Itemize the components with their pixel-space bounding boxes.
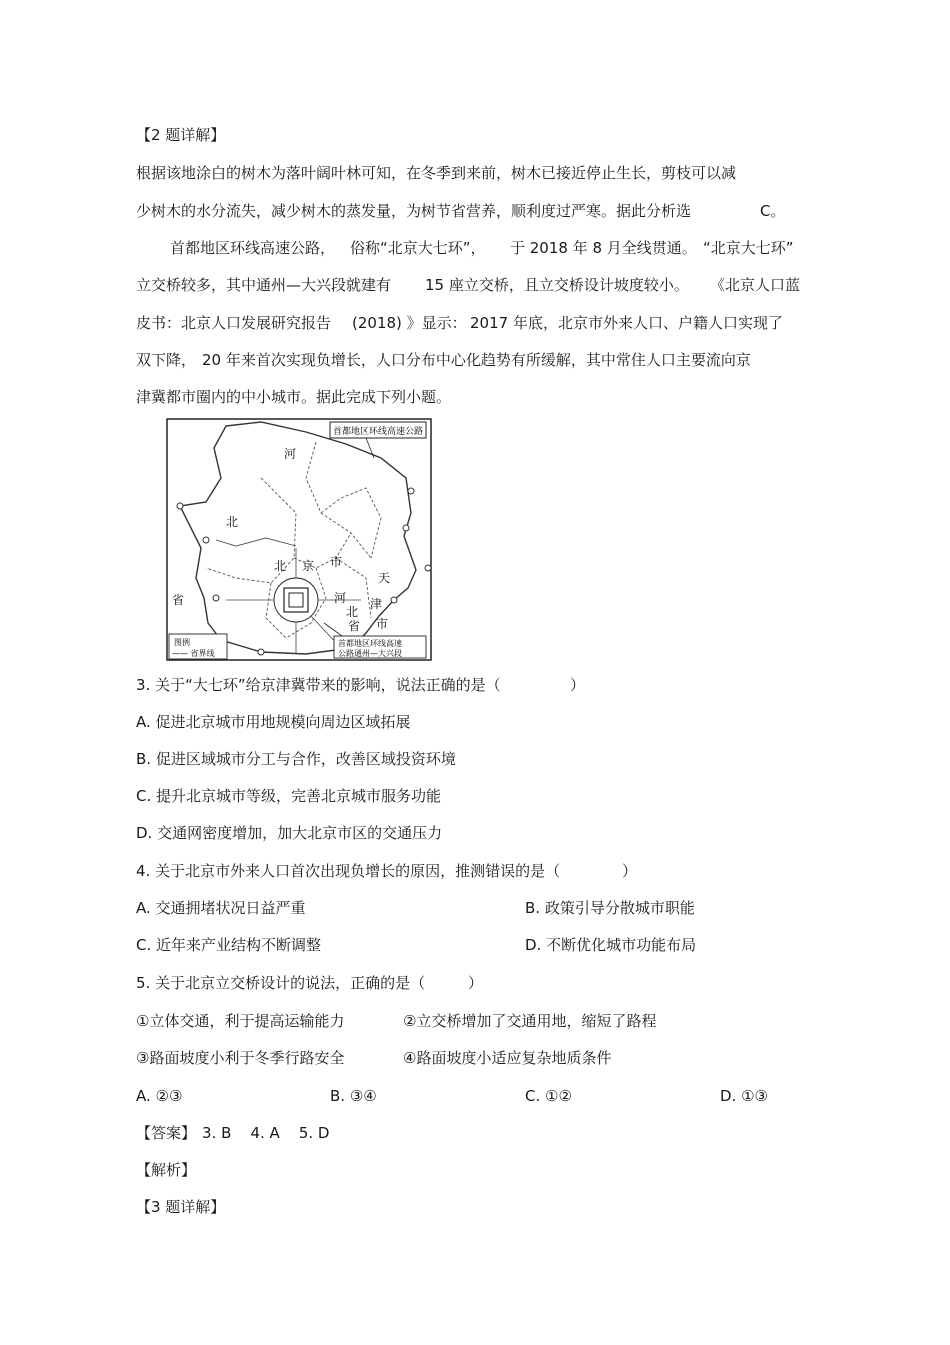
section2-line2: 少树木的水分流失，减少树木的蒸发量，为树节省营养，顺利度过严寒。据此分析选 bbox=[136, 202, 692, 220]
q4-stem: 4. 关于北京市外来人口首次出现负增长的原因，推测错误的是（ bbox=[136, 862, 561, 880]
q5-option-d: D. ①③ bbox=[720, 1087, 768, 1105]
q3-option-c: C. 提升北京城市等级，完善北京城市服务功能 bbox=[136, 787, 442, 805]
q5-stem: 5. 关于北京立交桥设计的说法，正确的是（ bbox=[136, 974, 426, 992]
q5-statement-3: ③路面坡度小利于冬季行路安全 bbox=[136, 1049, 345, 1067]
map-label-beijing-shi: 市 bbox=[330, 555, 343, 569]
passage-l1a: 首都地区环线高速公路， bbox=[170, 239, 336, 257]
passage-l1c: 于 2018 年 8 月全线贯通。 bbox=[510, 239, 697, 257]
map-label-beijing-jing: 京 bbox=[302, 559, 315, 573]
passage-l2c: 《北京人口蓝 bbox=[710, 276, 801, 294]
passage-l4b: 20 年来首次实现负增长，人口分布中心化趋势有所缓解，其中常住人口主要流向京 bbox=[202, 351, 751, 369]
map-label-bei: 北 bbox=[226, 515, 239, 529]
q4-close: ） bbox=[622, 862, 638, 880]
passage-l1b: 俗称“北京大七环”， bbox=[350, 239, 486, 257]
q5-option-c: C. ①② bbox=[525, 1087, 572, 1105]
q5-statement-2: ②立交桥增加了交通用地，缩短了路程 bbox=[403, 1012, 657, 1030]
analysis-label: 【解析】 bbox=[136, 1161, 197, 1179]
passage-l2a: 立交桥较多，其中通州—大兴段就建有 bbox=[136, 276, 392, 294]
passage-l5: 津冀都市圈内的中小城市。据此完成下列小题。 bbox=[136, 388, 452, 406]
map-title: 首都地区环线高速公路 bbox=[332, 427, 424, 437]
q3-option-a: A. 促进北京城市用地规模向周边区域拓展 bbox=[136, 713, 411, 731]
answers-label: 【答案】 bbox=[136, 1124, 197, 1142]
passage-l4a: 双下降， bbox=[136, 351, 197, 369]
q5-statement-4: ④路面坡度小适应复杂地质条件 bbox=[403, 1049, 612, 1067]
map-label-hebei-sheng: 省 bbox=[348, 619, 361, 633]
beijing-ring-road-map bbox=[166, 418, 432, 662]
map-label-sheng: 省 bbox=[172, 593, 185, 607]
q3-close: ） bbox=[570, 676, 586, 694]
map-label-shi2: 市 bbox=[376, 617, 389, 631]
q5-close: ） bbox=[468, 974, 484, 992]
q4-option-d: D. 不断优化城市功能布局 bbox=[525, 936, 697, 954]
answers-items: 3. B 4. A 5. D bbox=[202, 1124, 330, 1142]
callout-line2: 公路通州—大兴段 bbox=[338, 649, 402, 658]
section2-heading: 【2 题详解】 bbox=[136, 126, 226, 144]
q4-option-c: C. 近年来产业结构不断调整 bbox=[136, 936, 322, 954]
passage-l2b: 15 座立交桥，且立交桥设计坡度较小。 bbox=[425, 276, 689, 294]
passage-l3a: 皮书：北京人口发展研究报告 bbox=[136, 314, 332, 332]
map-label-jin: 津 bbox=[370, 597, 383, 611]
q3-stem: 3. 关于“大七环”给京津冀带来的影响，说法正确的是（ bbox=[136, 676, 501, 694]
q4-option-b: B. 政策引导分散城市职能 bbox=[525, 899, 695, 917]
passage-l1d: “北京大七环” bbox=[703, 239, 794, 257]
map-label-beijing-bei: 北 bbox=[274, 559, 287, 573]
section2-line1: 根据该地涂白的树木为落叶阔叶林可知，在冬季到来前，树木已接近停止生长，剪枝可以减 bbox=[136, 164, 737, 182]
legend-item: —— 省界线 bbox=[172, 649, 215, 658]
map-label-hebei-he: 河 bbox=[334, 591, 347, 605]
map-label-tian: 天 bbox=[378, 571, 391, 585]
passage-l3c: 2017 年底，北京市外来人口、户籍人口实现了 bbox=[470, 314, 783, 332]
map-label-he: 河 bbox=[284, 447, 297, 461]
passage-l3b: (2018) 》显示： bbox=[352, 314, 467, 332]
map-label-hebei-bei: 北 bbox=[346, 605, 359, 619]
q3-detail-heading: 【3 题详解】 bbox=[136, 1198, 226, 1216]
q3-option-b: B. 促进区域城市分工与合作，改善区域投资环境 bbox=[136, 750, 456, 768]
q5-option-b: B. ③④ bbox=[330, 1087, 377, 1105]
q5-option-a: A. ②③ bbox=[136, 1087, 183, 1105]
q3-option-d: D. 交通网密度增加，加大北京市区的交通压力 bbox=[136, 824, 443, 842]
q5-statement-1: ①立体交通，利于提高运输能力 bbox=[136, 1012, 345, 1030]
callout-line1: 首都地区环线高速 bbox=[338, 639, 402, 648]
legend-title: 图例 bbox=[174, 638, 190, 647]
q4-option-a: A. 交通拥堵状况日益严重 bbox=[136, 899, 306, 917]
section2-answer: C。 bbox=[760, 202, 786, 220]
